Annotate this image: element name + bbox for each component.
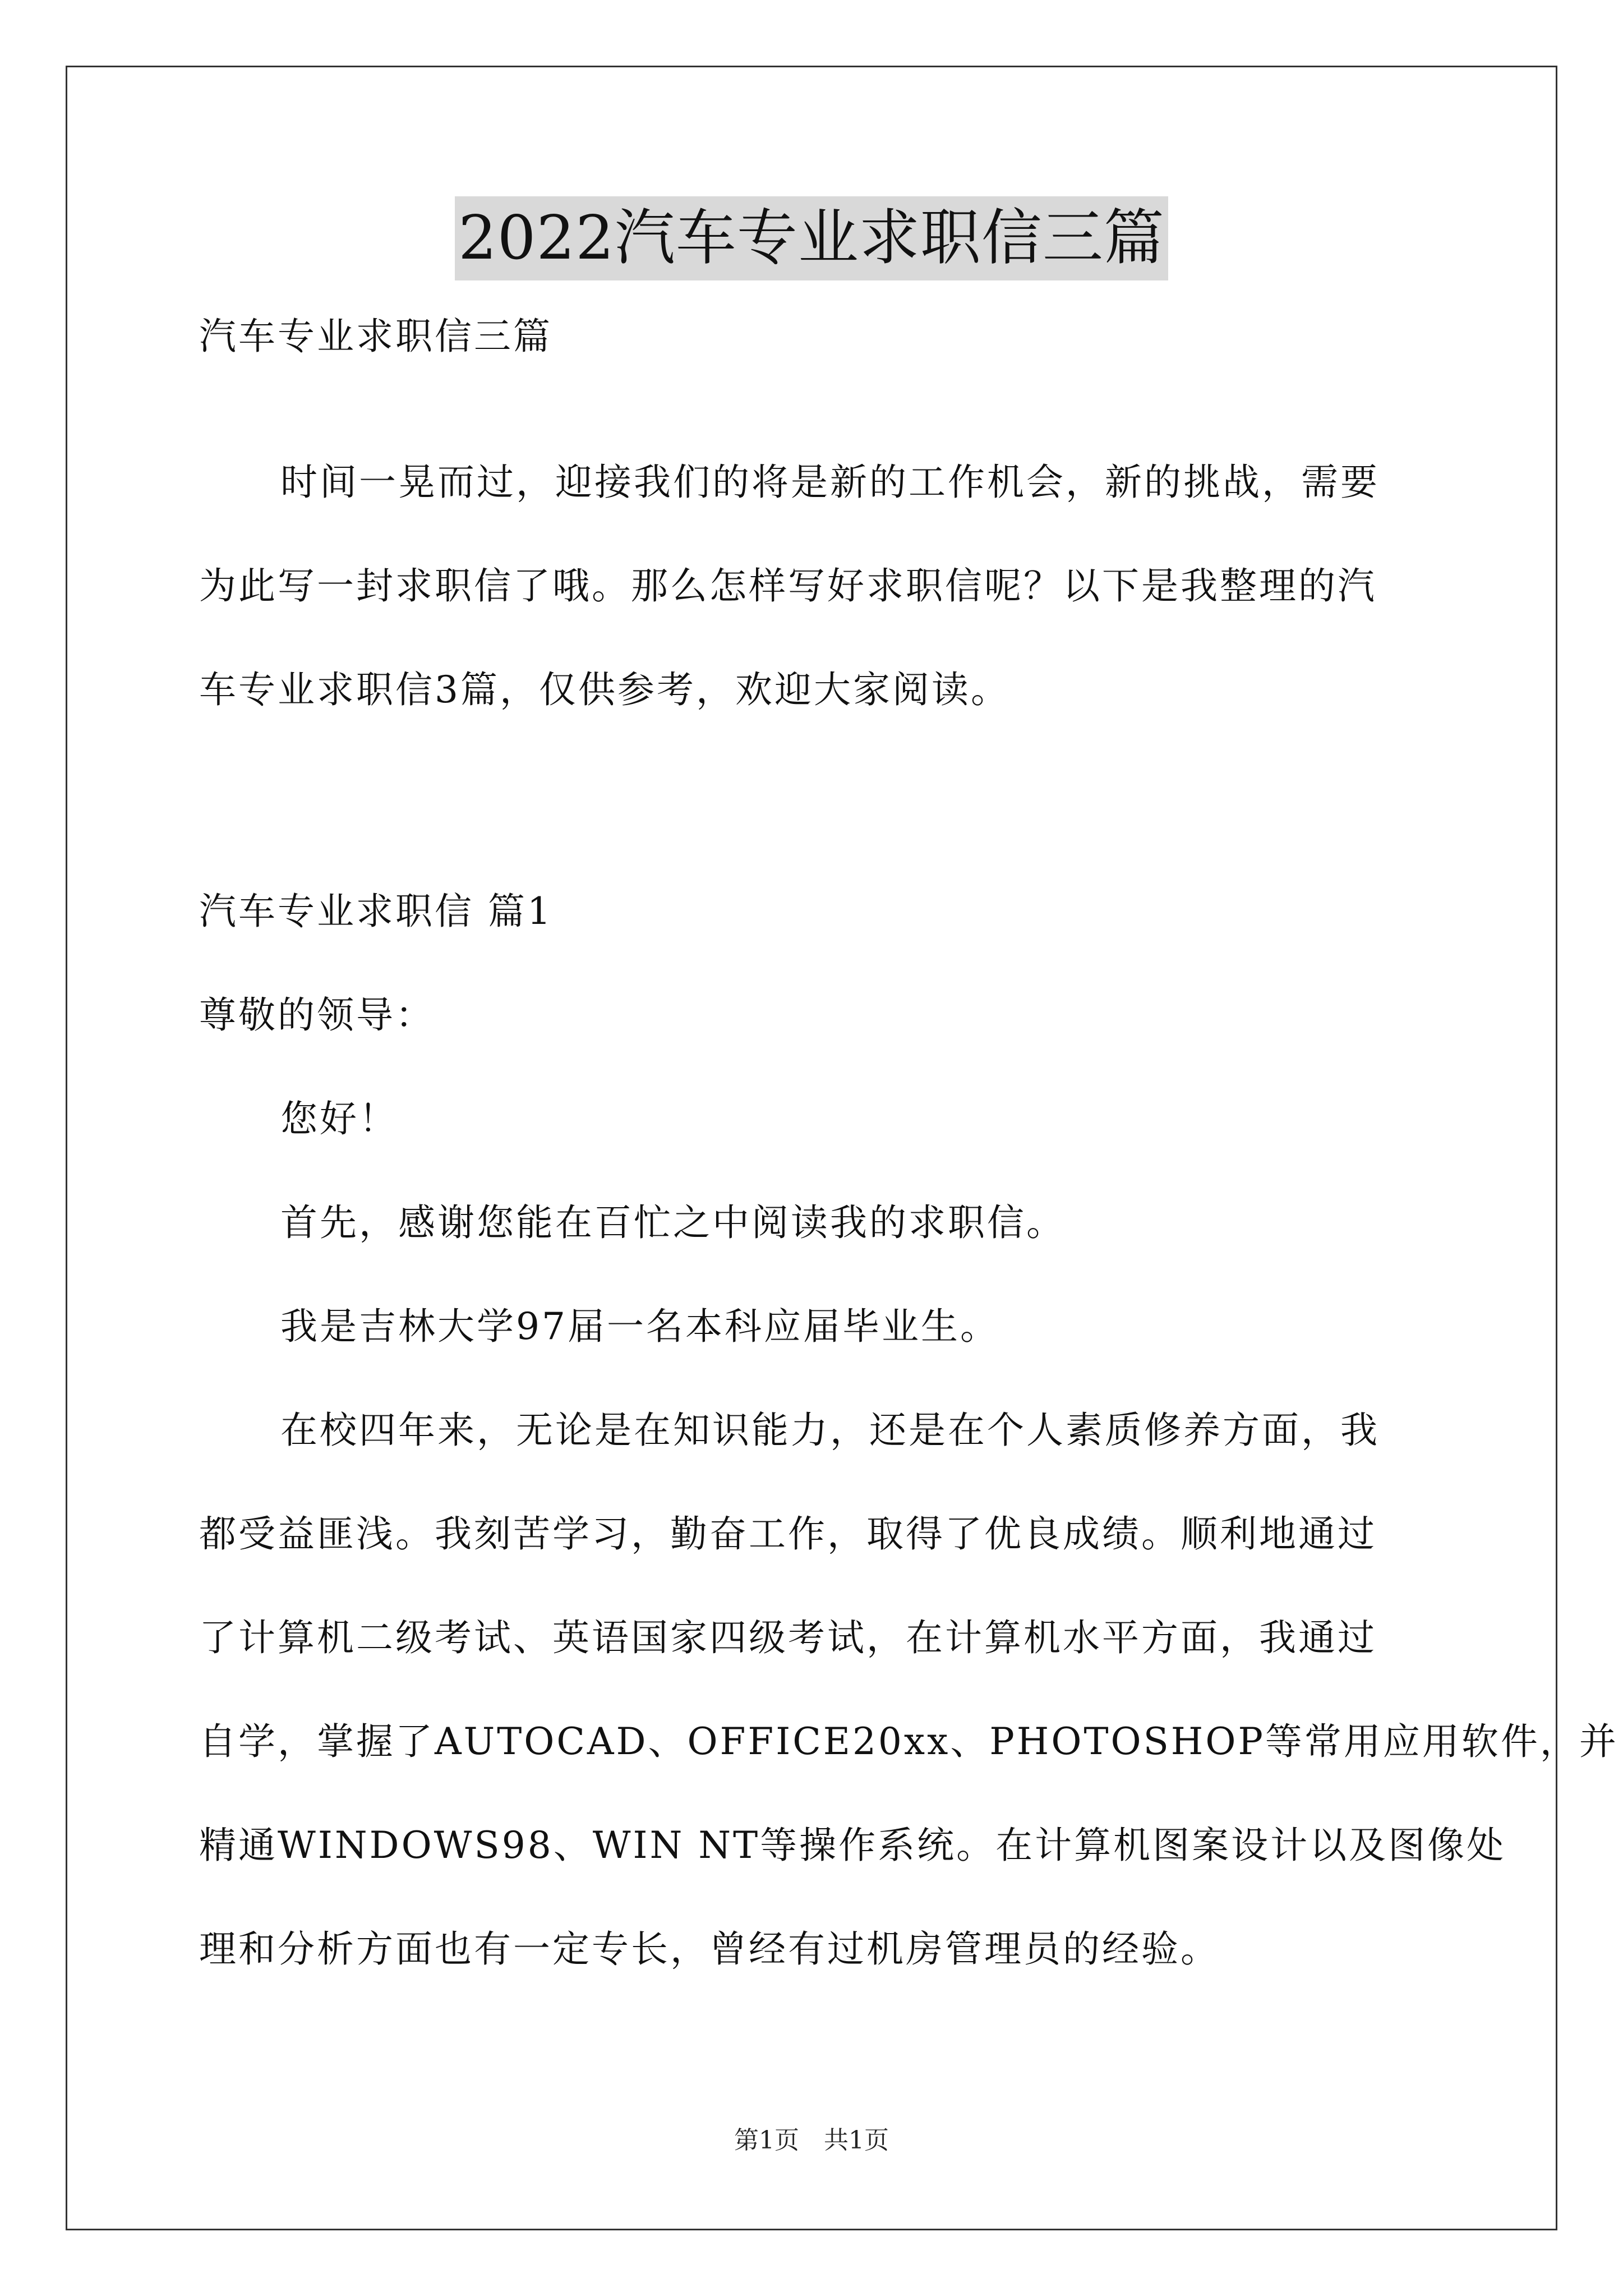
title-container xyxy=(0,196,1623,280)
page-border xyxy=(66,66,1557,2230)
salutation: 尊敬的领导： xyxy=(199,993,435,1037)
paragraph-line: 在校四年来，无论是在知识能力，还是在个人素质修养方面，我 xyxy=(280,1409,1380,1452)
section-heading: 汽车专业求职信 篇1 xyxy=(199,890,553,933)
greeting: 您好！ xyxy=(280,1097,398,1140)
paragraph-line: 理和分析方面也有一定专长，曾经有过机房管理员的经验。 xyxy=(199,1927,1220,1971)
paragraph-line: 首先，感谢您能在百忙之中阅读我的求职信。 xyxy=(280,1201,1066,1244)
paragraph-line: 精通WINDOWS98、WIN NT等操作系统。在计算机图案设计以及图像处 xyxy=(199,1824,1506,1867)
paragraph-line: 我是吉林大学97届一名本科应届毕业生。 xyxy=(280,1305,999,1348)
subtitle-line: 汽车专业求职信三篇 xyxy=(199,315,552,358)
paragraph-line: 了计算机二级考试、英语国家四级考试，在计算机水平方面，我通过 xyxy=(199,1616,1377,1659)
page-footer: 第1页 共1页 xyxy=(734,2126,889,2155)
paragraph-line: 时间一晃而过，迎接我们的将是新的工作机会，新的挑战，需要 xyxy=(280,461,1380,504)
document-title: 2022汽车专业求职信三篇 xyxy=(455,196,1168,280)
paragraph-line: 自学，掌握了AUTOCAD、OFFICE20xx、PHOTOSHOP等常用应用软件，并 xyxy=(199,1720,1619,1763)
paragraph-line: 车专业求职信3篇，仅供参考，欢迎大家阅读。 xyxy=(199,668,1010,711)
paragraph-line: 为此写一封求职信了哦。那么怎样写好求职信呢？以下是我整理的汽 xyxy=(199,564,1377,608)
paragraph-line: 都受益匪浅。我刻苦学习，勤奋工作，取得了优良成绩。顺利地通过 xyxy=(199,1512,1377,1556)
